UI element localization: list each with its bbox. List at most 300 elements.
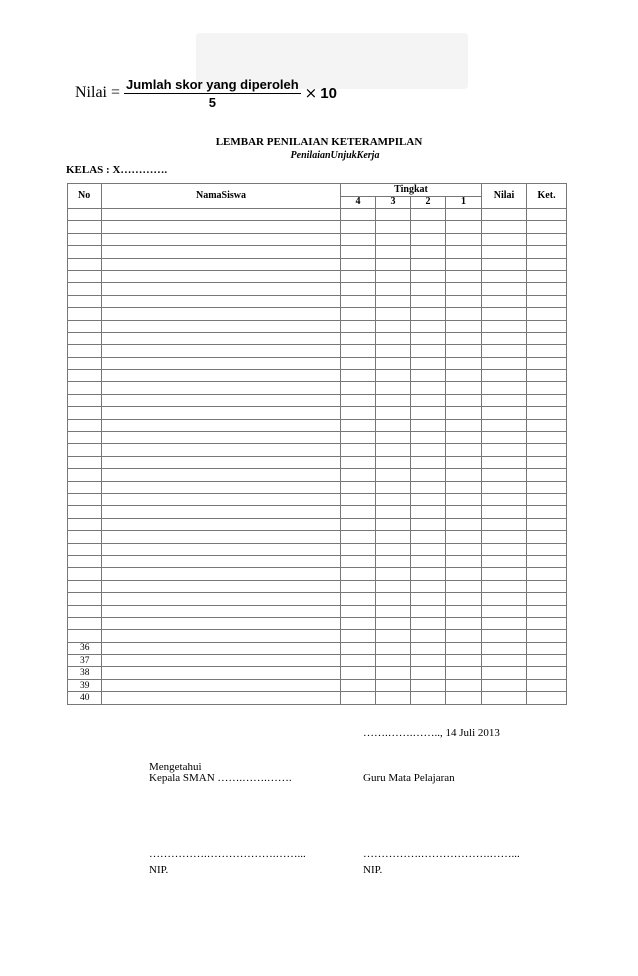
cell-nilai <box>482 432 527 444</box>
cell-ket <box>527 506 567 518</box>
table-row <box>68 543 567 555</box>
cell-ket <box>527 345 567 357</box>
cell-ket <box>527 308 567 320</box>
cell-no <box>68 518 102 530</box>
cell-level-4 <box>341 270 376 282</box>
cell-level-3 <box>376 667 411 679</box>
table-row <box>68 506 567 518</box>
cell-nilai <box>482 419 527 431</box>
table-row <box>68 692 567 704</box>
cell-level-1 <box>446 506 482 518</box>
cell-level-4 <box>341 258 376 270</box>
cell-level-1 <box>446 493 482 505</box>
cell-nilai <box>482 531 527 543</box>
teacher-nip: NIP. <box>363 864 383 876</box>
cell-level-1 <box>446 555 482 567</box>
table-row <box>68 370 567 382</box>
cell-level-3 <box>376 221 411 233</box>
cell-level-3 <box>376 655 411 667</box>
cell-no: 37 <box>68 655 102 667</box>
cell-level-1 <box>446 679 482 691</box>
cell-ket <box>527 233 567 245</box>
cell-level-1 <box>446 295 482 307</box>
cell-level-2 <box>411 630 446 642</box>
cell-nilai <box>482 283 527 295</box>
table-row <box>68 655 567 667</box>
cell-level-2 <box>411 506 446 518</box>
cell-ket <box>527 531 567 543</box>
cell-level-4 <box>341 493 376 505</box>
table-row <box>68 295 567 307</box>
cell-level-3 <box>376 493 411 505</box>
cell-no <box>68 283 102 295</box>
table-row <box>68 258 567 270</box>
cell-level-1 <box>446 320 482 332</box>
cell-nilai <box>482 444 527 456</box>
cell-nama <box>102 444 341 456</box>
cell-level-1 <box>446 345 482 357</box>
cell-no <box>68 419 102 431</box>
cell-no <box>68 568 102 580</box>
cell-level-4 <box>341 679 376 691</box>
principal-signature-line: …………….……………….……... <box>149 848 306 860</box>
cell-nilai <box>482 456 527 468</box>
cell-level-1 <box>446 308 482 320</box>
cell-ket <box>527 555 567 567</box>
table-row <box>68 270 567 282</box>
cell-level-3 <box>376 419 411 431</box>
cell-no <box>68 233 102 245</box>
table-row <box>68 308 567 320</box>
table-row <box>68 345 567 357</box>
cell-level-3 <box>376 320 411 332</box>
cell-level-4 <box>341 382 376 394</box>
cell-level-1 <box>446 221 482 233</box>
table-row <box>68 456 567 468</box>
cell-level-2 <box>411 432 446 444</box>
cell-level-2 <box>411 518 446 530</box>
cell-nama <box>102 283 341 295</box>
cell-nilai <box>482 246 527 258</box>
date-line: …….…….…….., 14 Juli 2013 <box>363 727 500 739</box>
cell-no <box>68 617 102 629</box>
cell-level-1 <box>446 270 482 282</box>
table-row <box>68 531 567 543</box>
cell-nilai <box>482 580 527 592</box>
cell-level-3 <box>376 283 411 295</box>
cell-level-1 <box>446 419 482 431</box>
cell-ket <box>527 295 567 307</box>
cell-ket <box>527 394 567 406</box>
cell-level-1 <box>446 246 482 258</box>
cell-ket <box>527 332 567 344</box>
cell-level-4 <box>341 419 376 431</box>
cell-nama <box>102 221 341 233</box>
cell-level-2 <box>411 233 446 245</box>
cell-nilai <box>482 543 527 555</box>
cell-no <box>68 270 102 282</box>
document-title: LEMBAR PENILAIAN KETERAMPILAN <box>215 136 423 148</box>
cell-nama <box>102 394 341 406</box>
cell-level-3 <box>376 370 411 382</box>
cell-nilai <box>482 605 527 617</box>
principal-nip: NIP. <box>149 864 169 876</box>
cell-level-2 <box>411 593 446 605</box>
cell-level-2 <box>411 258 446 270</box>
cell-level-2 <box>411 419 446 431</box>
cell-level-3 <box>376 481 411 493</box>
cell-level-1 <box>446 233 482 245</box>
cell-level-4 <box>341 630 376 642</box>
cell-nilai <box>482 270 527 282</box>
formula-numerator: Jumlah skor yang diperoleh <box>126 76 299 92</box>
cell-nilai <box>482 593 527 605</box>
cell-level-1 <box>446 580 482 592</box>
cell-level-4 <box>341 456 376 468</box>
cell-level-3 <box>376 531 411 543</box>
header-level-2: 2 <box>411 196 446 209</box>
cell-level-4 <box>341 370 376 382</box>
cell-level-1 <box>446 432 482 444</box>
cell-no <box>68 246 102 258</box>
cell-ket <box>527 493 567 505</box>
cell-no <box>68 432 102 444</box>
cell-level-4 <box>341 667 376 679</box>
cell-no: 38 <box>68 667 102 679</box>
cell-ket <box>527 543 567 555</box>
cell-level-4 <box>341 655 376 667</box>
cell-no <box>68 605 102 617</box>
cell-ket <box>527 407 567 419</box>
cell-ket <box>527 593 567 605</box>
cell-level-2 <box>411 555 446 567</box>
cell-nama <box>102 531 341 543</box>
table-row <box>68 283 567 295</box>
cell-level-2 <box>411 221 446 233</box>
cell-nilai <box>482 469 527 481</box>
cell-level-4 <box>341 221 376 233</box>
cell-nama <box>102 258 341 270</box>
cell-nilai <box>482 692 527 704</box>
cell-nama <box>102 667 341 679</box>
cell-ket <box>527 692 567 704</box>
cell-ket <box>527 456 567 468</box>
cell-level-2 <box>411 444 446 456</box>
cell-level-1 <box>446 518 482 530</box>
cell-no <box>68 630 102 642</box>
table-row <box>68 407 567 419</box>
cell-nilai <box>482 221 527 233</box>
cell-level-4 <box>341 617 376 629</box>
cell-no <box>68 444 102 456</box>
formula-times-sign: × <box>304 84 318 102</box>
table-row <box>68 394 567 406</box>
assessment-table <box>67 183 567 705</box>
cell-level-4 <box>341 209 376 221</box>
table-row <box>68 493 567 505</box>
cell-level-4 <box>341 332 376 344</box>
document-subtitle <box>0 150 638 161</box>
cell-nama <box>102 692 341 704</box>
cell-nilai <box>482 308 527 320</box>
cell-ket <box>527 655 567 667</box>
cell-nilai <box>482 518 527 530</box>
cell-nilai <box>482 667 527 679</box>
table-row <box>68 246 567 258</box>
cell-nama <box>102 332 341 344</box>
cell-level-3 <box>376 246 411 258</box>
cell-nilai <box>482 655 527 667</box>
cell-level-2 <box>411 345 446 357</box>
cell-no <box>68 506 102 518</box>
table-row <box>68 555 567 567</box>
table-row <box>68 444 567 456</box>
cell-level-3 <box>376 568 411 580</box>
cell-level-3 <box>376 469 411 481</box>
cell-no <box>68 407 102 419</box>
table-row <box>68 605 567 617</box>
cell-level-4 <box>341 357 376 369</box>
cell-level-2 <box>411 642 446 654</box>
cell-nama <box>102 407 341 419</box>
cell-no <box>68 370 102 382</box>
cell-level-2 <box>411 543 446 555</box>
cell-level-3 <box>376 270 411 282</box>
cell-no <box>68 456 102 468</box>
cell-ket <box>527 679 567 691</box>
cell-level-4 <box>341 394 376 406</box>
cell-nilai <box>482 209 527 221</box>
cell-nilai <box>482 332 527 344</box>
cell-no <box>68 308 102 320</box>
cell-nilai <box>482 370 527 382</box>
cell-nilai <box>482 382 527 394</box>
cell-nama <box>102 419 341 431</box>
cell-level-4 <box>341 531 376 543</box>
cell-level-4 <box>341 481 376 493</box>
table-row <box>68 580 567 592</box>
cell-level-1 <box>446 568 482 580</box>
cell-no <box>68 332 102 344</box>
cell-level-2 <box>411 283 446 295</box>
cell-ket <box>527 630 567 642</box>
cell-level-1 <box>446 357 482 369</box>
cell-nama <box>102 270 341 282</box>
cell-level-3 <box>376 357 411 369</box>
cell-nama <box>102 630 341 642</box>
cell-nama <box>102 320 341 332</box>
cell-nama <box>102 481 341 493</box>
cell-nama <box>102 679 341 691</box>
cell-no <box>68 209 102 221</box>
cell-no <box>68 221 102 233</box>
cell-nilai <box>482 295 527 307</box>
cell-ket <box>527 283 567 295</box>
cell-no <box>68 357 102 369</box>
cell-level-2 <box>411 481 446 493</box>
cell-level-1 <box>446 283 482 295</box>
cell-ket <box>527 419 567 431</box>
cell-level-2 <box>411 308 446 320</box>
table-row <box>68 481 567 493</box>
cell-nama <box>102 655 341 667</box>
cell-nama <box>102 543 341 555</box>
table-body <box>68 209 567 705</box>
cell-level-3 <box>376 295 411 307</box>
cell-nama <box>102 568 341 580</box>
cell-level-2 <box>411 469 446 481</box>
cell-level-4 <box>341 605 376 617</box>
cell-nilai <box>482 345 527 357</box>
cell-nilai <box>482 493 527 505</box>
cell-ket <box>527 258 567 270</box>
cell-level-3 <box>376 555 411 567</box>
cell-level-3 <box>376 407 411 419</box>
cell-ket <box>527 469 567 481</box>
cell-level-3 <box>376 580 411 592</box>
cell-nama <box>102 642 341 654</box>
cell-level-2 <box>411 493 446 505</box>
cell-level-1 <box>446 258 482 270</box>
cell-level-3 <box>376 543 411 555</box>
cell-nama <box>102 555 341 567</box>
cell-nilai <box>482 617 527 629</box>
cell-nama <box>102 493 341 505</box>
cell-ket <box>527 518 567 530</box>
cell-nama <box>102 295 341 307</box>
cell-level-4 <box>341 283 376 295</box>
cell-no <box>68 469 102 481</box>
cell-ket <box>527 357 567 369</box>
cell-nama <box>102 370 341 382</box>
cell-level-2 <box>411 394 446 406</box>
cell-nama <box>102 432 341 444</box>
cell-ket <box>527 382 567 394</box>
cell-level-4 <box>341 444 376 456</box>
table-row <box>68 432 567 444</box>
cell-nama <box>102 357 341 369</box>
cell-level-4 <box>341 233 376 245</box>
cell-level-3 <box>376 382 411 394</box>
cell-nama <box>102 518 341 530</box>
cell-ket <box>527 617 567 629</box>
cell-no <box>68 320 102 332</box>
cell-level-1 <box>446 394 482 406</box>
table-row <box>68 469 567 481</box>
cell-level-1 <box>446 481 482 493</box>
cell-level-3 <box>376 593 411 605</box>
cell-level-1 <box>446 407 482 419</box>
cell-ket <box>527 246 567 258</box>
cell-nama <box>102 308 341 320</box>
cell-level-1 <box>446 209 482 221</box>
header-level-3: 3 <box>376 196 411 209</box>
cell-nilai <box>482 233 527 245</box>
cell-level-3 <box>376 506 411 518</box>
cell-level-3 <box>376 233 411 245</box>
table-row <box>68 642 567 654</box>
cell-level-2 <box>411 332 446 344</box>
cell-level-4 <box>341 580 376 592</box>
cell-nama <box>102 209 341 221</box>
cell-level-2 <box>411 270 446 282</box>
cell-nama <box>102 246 341 258</box>
cell-level-1 <box>446 692 482 704</box>
cell-level-4 <box>341 469 376 481</box>
cell-nama <box>102 605 341 617</box>
cell-level-2 <box>411 605 446 617</box>
cell-level-2 <box>411 320 446 332</box>
cell-no: 40 <box>68 692 102 704</box>
cell-level-3 <box>376 209 411 221</box>
formula-fraction <box>124 77 301 110</box>
header-ket: Ket. <box>527 184 567 209</box>
cell-level-3 <box>376 345 411 357</box>
principal-label: Kepala SMAN …….…….……. <box>149 772 292 784</box>
cell-level-4 <box>341 246 376 258</box>
cell-nilai <box>482 568 527 580</box>
cell-level-4 <box>341 642 376 654</box>
cell-level-3 <box>376 642 411 654</box>
cell-level-4 <box>341 568 376 580</box>
cell-nama <box>102 580 341 592</box>
table-row <box>68 233 567 245</box>
score-formula <box>75 76 337 110</box>
cell-ket <box>527 642 567 654</box>
cell-level-4 <box>341 518 376 530</box>
cell-no <box>68 580 102 592</box>
cell-level-1 <box>446 667 482 679</box>
cell-level-1 <box>446 617 482 629</box>
cell-level-1 <box>446 456 482 468</box>
cell-level-1 <box>446 543 482 555</box>
cell-nama <box>102 233 341 245</box>
cell-level-1 <box>446 593 482 605</box>
cell-nilai <box>482 506 527 518</box>
cell-level-3 <box>376 679 411 691</box>
cell-nilai <box>482 357 527 369</box>
table-row <box>68 419 567 431</box>
cell-no <box>68 593 102 605</box>
cell-level-3 <box>376 444 411 456</box>
cell-ket <box>527 580 567 592</box>
cell-level-2 <box>411 655 446 667</box>
cell-level-2 <box>411 692 446 704</box>
cell-level-2 <box>411 370 446 382</box>
cell-ket <box>527 444 567 456</box>
cell-level-2 <box>411 568 446 580</box>
cell-level-2 <box>411 667 446 679</box>
cell-no: 39 <box>68 679 102 691</box>
cell-nilai <box>482 642 527 654</box>
cell-level-2 <box>411 531 446 543</box>
cell-nama <box>102 382 341 394</box>
cell-ket <box>527 568 567 580</box>
subtitle-text: PenilaianUnjukKerja <box>290 150 380 161</box>
cell-level-2 <box>411 580 446 592</box>
cell-ket <box>527 481 567 493</box>
cell-level-1 <box>446 642 482 654</box>
class-label: KELAS : X…………. <box>66 164 168 176</box>
cell-level-4 <box>341 432 376 444</box>
header-level-4: 4 <box>341 196 376 209</box>
cell-level-4 <box>341 593 376 605</box>
cell-ket <box>527 605 567 617</box>
cell-no: 36 <box>68 642 102 654</box>
table-row <box>68 382 567 394</box>
cell-ket <box>527 667 567 679</box>
cell-nilai <box>482 320 527 332</box>
